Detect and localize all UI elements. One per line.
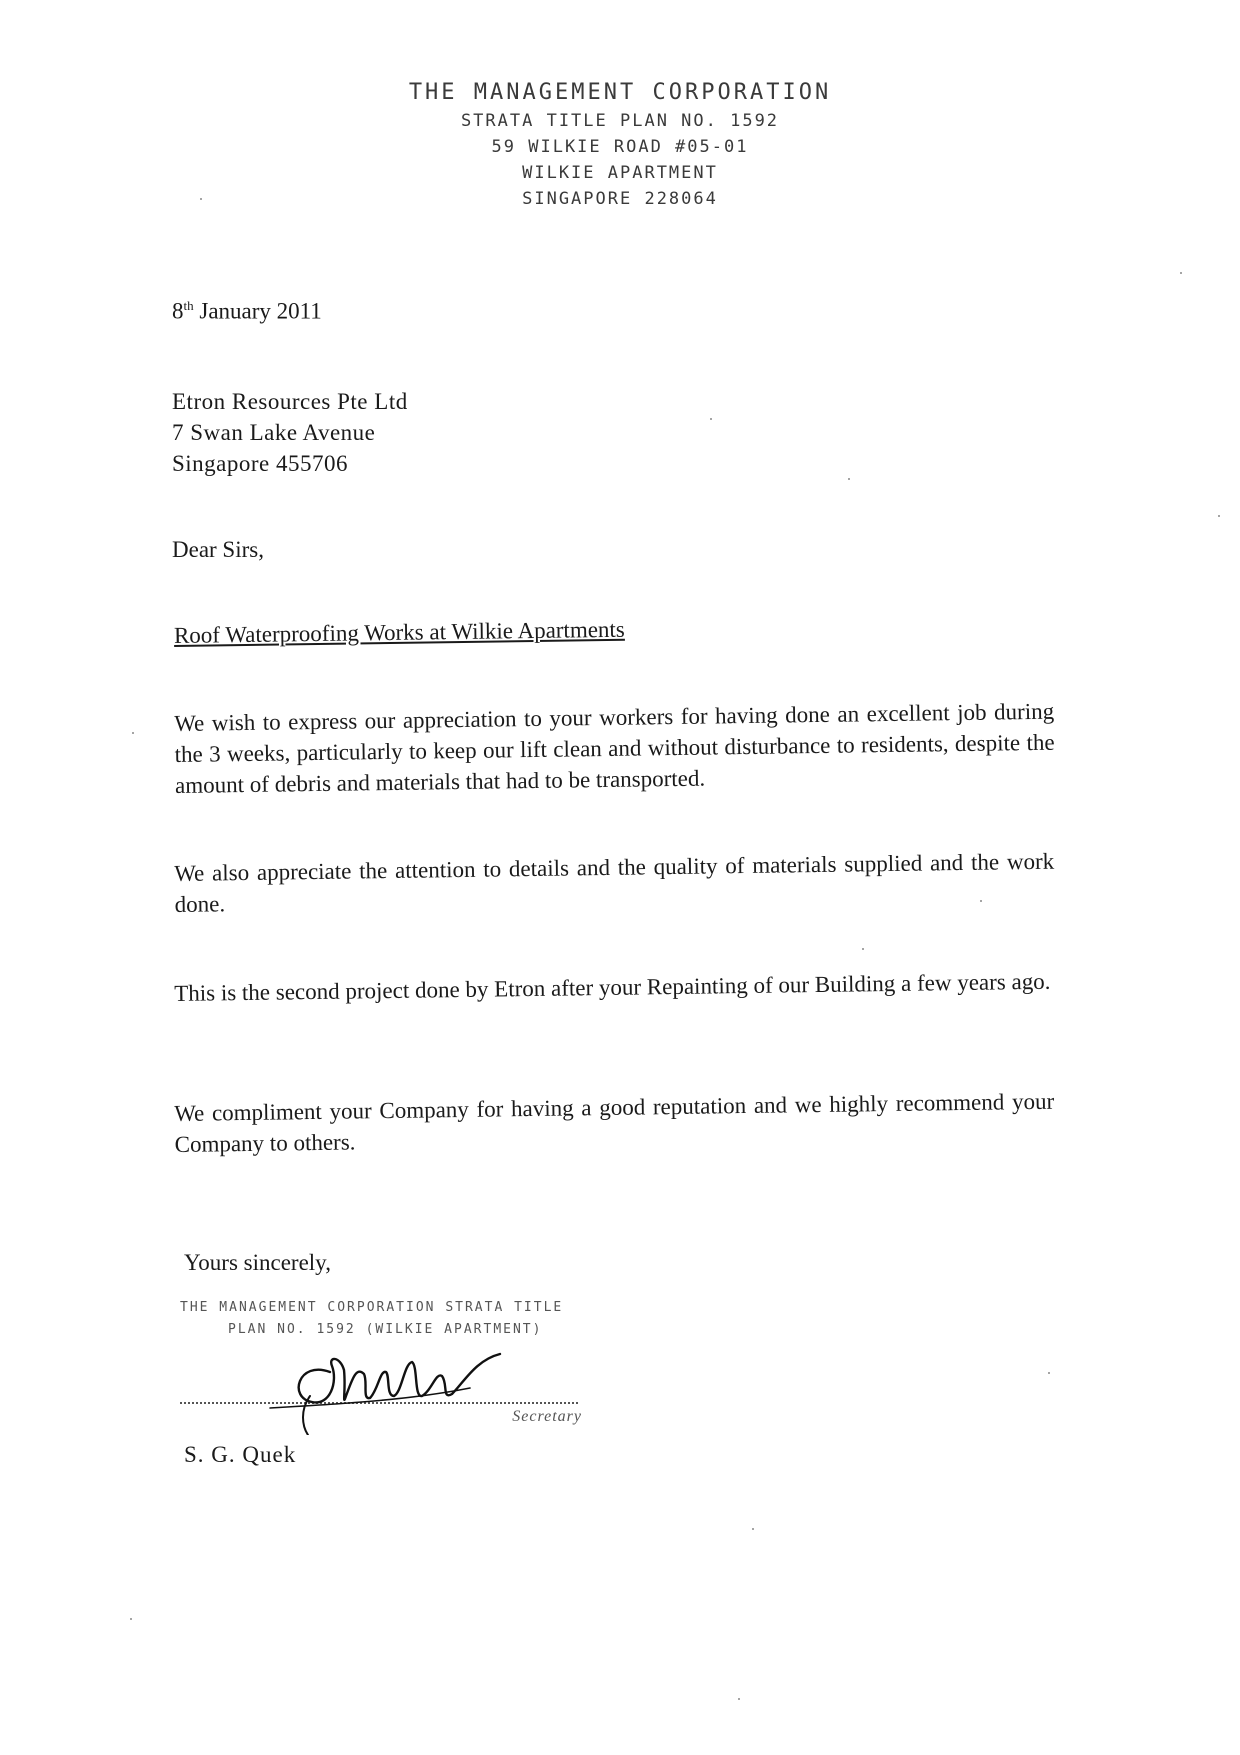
letterhead-title: THE MANAGEMENT CORPORATION: [408, 80, 832, 105]
scan-speck: [132, 732, 134, 734]
letterhead-plan: STRATA TITLE PLAN NO. 1592: [460, 111, 780, 131]
scan-speck: [980, 900, 982, 902]
stamp-role: Secretary: [512, 1408, 582, 1425]
letterhead-building: WILKIE APARTMENT: [522, 163, 718, 183]
body-paragraph-1: We wish to express our appreciation to your workers for having done an excellent job during the 3 weeks, particularly to keep our lift clean and without disturbance to residents, despite the amount of debris and materials that had to be transported.: [174, 698, 1055, 798]
letter-date: [172, 298, 322, 325]
scan-speck: [1048, 1372, 1050, 1374]
stamp-line-2: PLAN NO. 1592 (WILKIE APARTMENT): [228, 1322, 543, 1337]
scan-speck: [1180, 272, 1182, 274]
scan-speck: [862, 948, 864, 950]
scan-speck: [710, 418, 712, 420]
scan-speck: [130, 1618, 132, 1620]
scan-speck: [738, 1698, 740, 1700]
stamp-line-1: THE MANAGEMENT CORPORATION STRATA TITLE: [180, 1300, 564, 1315]
date-day: 8: [172, 298, 184, 324]
recipient-city: Singapore 455706: [172, 451, 349, 476]
scan-speck: [200, 198, 202, 200]
recipient-street: 7 Swan Lake Avenue: [172, 420, 376, 445]
scan-speck: [1218, 515, 1220, 517]
date-suffix: th: [183, 298, 194, 313]
signatory-name: S. G. Quek: [184, 1442, 297, 1467]
letterhead-city: SINGAPORE 228064: [522, 189, 718, 209]
subject-line: Roof Waterproofing Works at Wilkie Apartments: [173, 616, 625, 648]
date-rest: January 2011: [199, 298, 322, 324]
letterhead-street: 59 WILKIE ROAD #05-01: [491, 137, 749, 157]
recipient-address: [172, 386, 408, 479]
body-paragraph-2: We also appreciate the attention to details and the quality of materials supplied and the work done.: [174, 848, 1055, 917]
body-paragraph-3: This is the second project done by Etron after your Repainting of our Building a few years ago.: [174, 968, 1051, 1006]
scan-speck: [848, 478, 850, 480]
scan-speck: [752, 1528, 754, 1530]
signature-stamp: [180, 1300, 600, 1435]
recipient-name: Etron Resources Pte Ltd: [172, 389, 408, 414]
body-paragraph-4: We compliment your Company for having a good reputation and we highly recommend your Company to others.: [174, 1088, 1055, 1157]
salutation: Dear Sirs,: [172, 537, 264, 562]
letterhead-stamp: [400, 78, 840, 212]
closing: Yours sincerely,: [184, 1250, 331, 1275]
